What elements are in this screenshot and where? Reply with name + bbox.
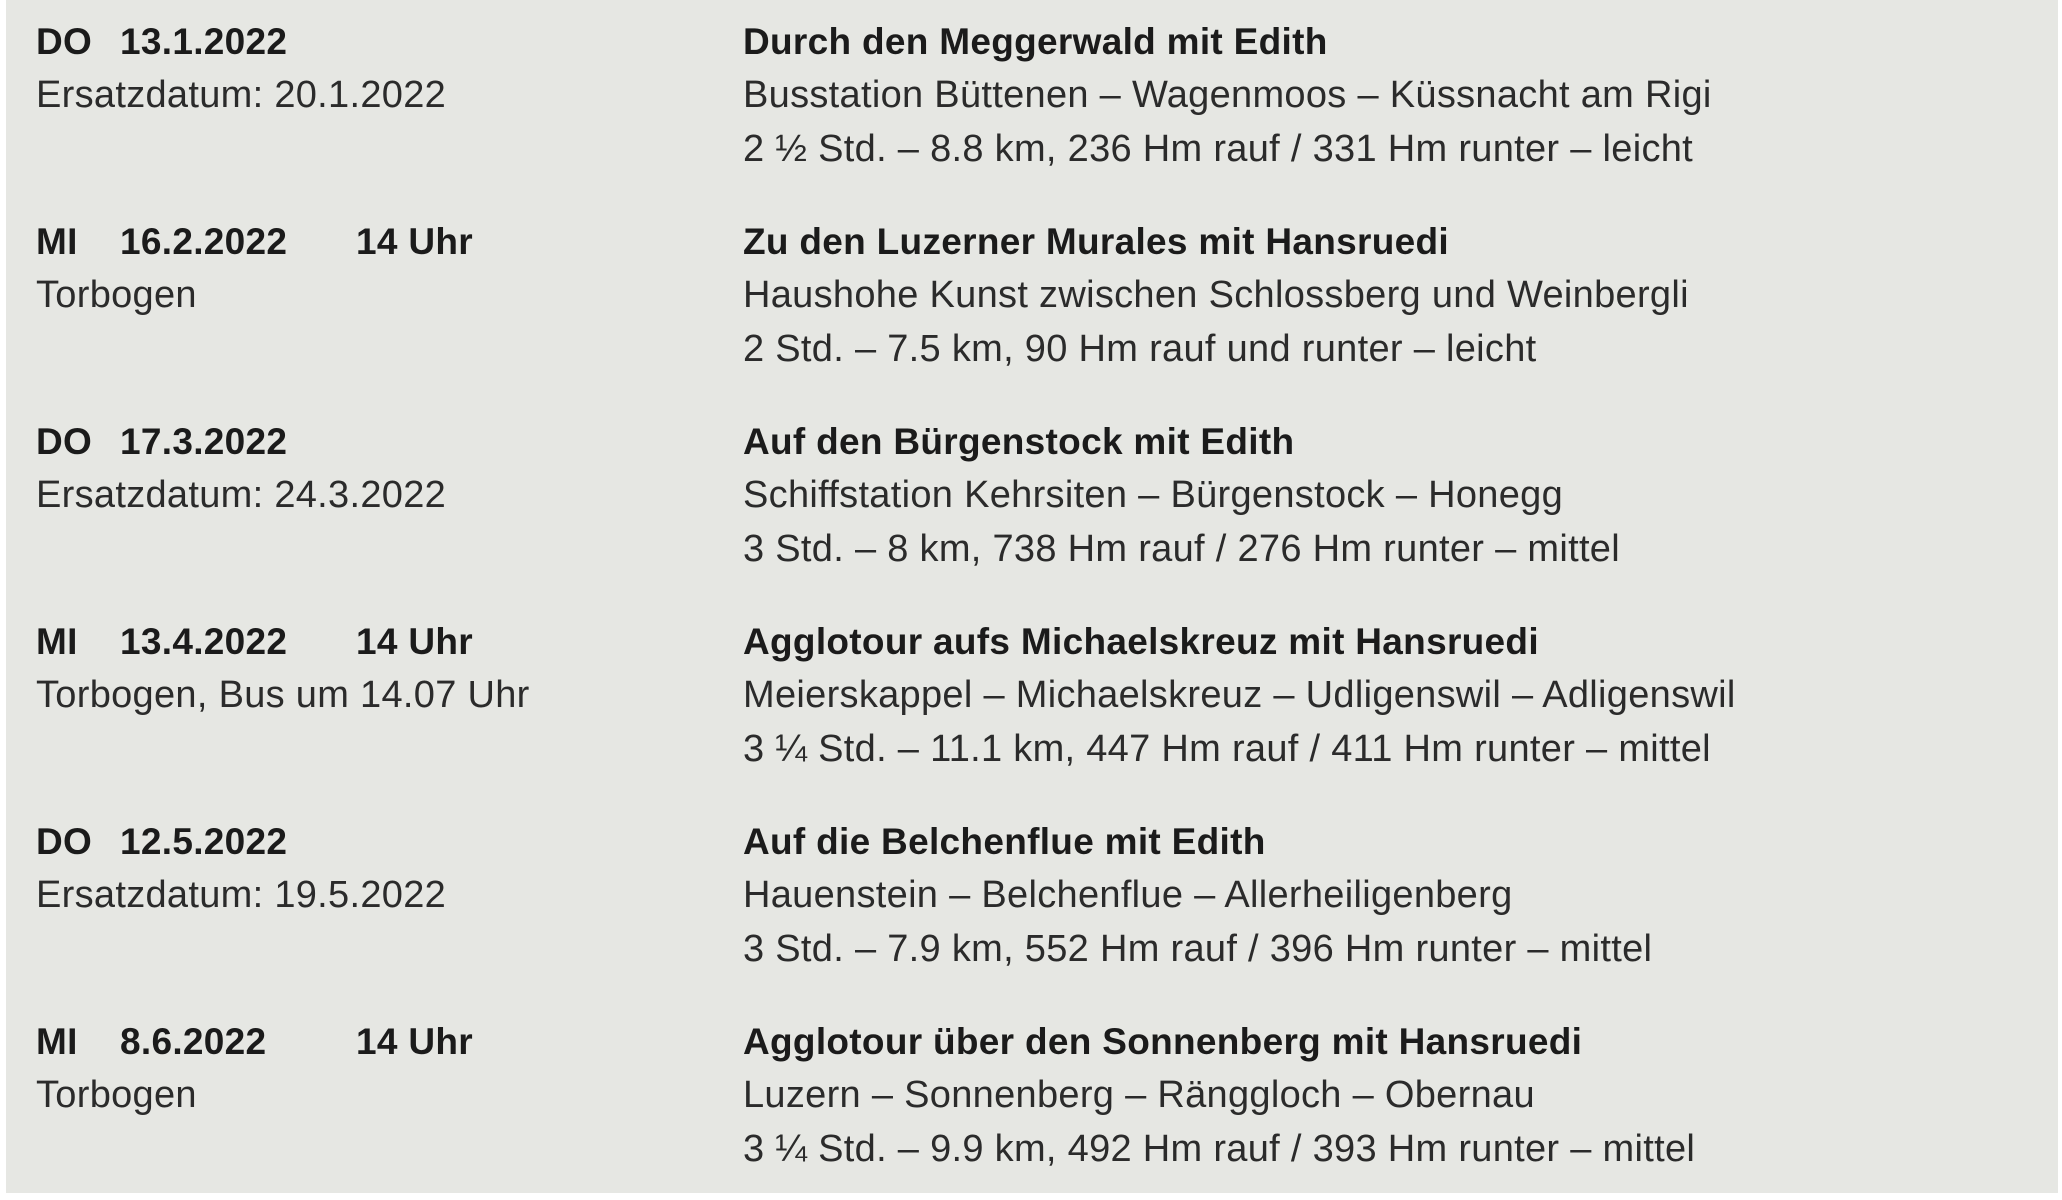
entry-stats: 3 Std. – 8 km, 738 Hm rauf / 276 Hm runter – mittel (743, 528, 1620, 570)
schedule-entry (6, 800, 2058, 1000)
entry-meeting-info: Torbogen (36, 274, 197, 316)
entry-stats: 2 ½ Std. – 8.8 km, 236 Hm rauf / 331 Hm runter – leicht (743, 128, 1694, 170)
entry-title: Auf den Bürgenstock mit Edith (743, 421, 1295, 462)
entry-weekday: DO (36, 821, 93, 862)
entry-meeting-info: Ersatzdatum: 20.1.2022 (36, 74, 447, 116)
schedule-entry (6, 600, 2058, 800)
entry-title: Agglotour über den Sonnenberg mit Hansruedi (743, 1021, 1583, 1062)
entry-stats: 2 Std. – 7.5 km, 90 Hm rauf und runter – leicht (743, 328, 1537, 370)
entry-date: 16.2.2022 (120, 221, 288, 262)
entry-stats: 3 ¼ Std. – 11.1 km, 447 Hm rauf / 411 Hm runter – mittel (743, 728, 1711, 770)
entry-route: Schiffstation Kehrsiten – Bürgenstock – Honegg (743, 474, 1564, 516)
entry-route: Busstation Büttenen – Wagenmoos – Küssnacht am Rigi (743, 74, 1712, 116)
schedule-entry (6, 200, 2058, 400)
entry-stats: 3 Std. – 7.9 km, 552 Hm rauf / 396 Hm runter – mittel (743, 928, 1653, 970)
entry-meeting-info: Torbogen (36, 1074, 197, 1116)
entry-weekday: DO (36, 21, 93, 62)
entry-date: 12.5.2022 (120, 821, 288, 862)
entry-time: 14 Uhr (356, 221, 473, 262)
entry-title: Auf die Belchenflue mit Edith (743, 821, 1266, 862)
entry-date: 8.6.2022 (120, 1021, 267, 1062)
entry-title: Agglotour aufs Michaelskreuz mit Hansruedi (743, 621, 1539, 662)
entry-title: Zu den Luzerner Murales mit Hansruedi (743, 221, 1450, 262)
schedule-entry (6, 1000, 2058, 1200)
schedule-entry (6, 0, 2058, 200)
entry-title: Durch den Meggerwald mit Edith (743, 21, 1328, 62)
entry-time: 14 Uhr (356, 621, 473, 662)
entry-date: 13.4.2022 (120, 621, 288, 662)
entry-meeting-info: Ersatzdatum: 19.5.2022 (36, 874, 447, 916)
entry-weekday: DO (36, 421, 93, 462)
entry-route: Haushohe Kunst zwischen Schlossberg und Weinbergli (743, 274, 1689, 316)
entry-date: 17.3.2022 (120, 421, 288, 462)
schedule-entry (6, 400, 2058, 600)
entry-meeting-info: Torbogen, Bus um 14.07 Uhr (36, 674, 530, 716)
entry-route: Meierskappel – Michaelskreuz – Udligenswil – Adligenswil (743, 674, 1736, 716)
entry-weekday: MI (36, 1021, 78, 1062)
entry-date: 13.1.2022 (120, 21, 288, 62)
entry-stats: 3 ¼ Std. – 9.9 km, 492 Hm rauf / 393 Hm runter – mittel (743, 1128, 1696, 1170)
entry-route: Luzern – Sonnenberg – Ränggloch – Obernau (743, 1074, 1535, 1116)
entry-time: 14 Uhr (356, 1021, 473, 1062)
entry-weekday: MI (36, 221, 78, 262)
schedule-panel (6, 0, 2058, 1193)
entry-route: Hauenstein – Belchenflue – Allerheiligenberg (743, 874, 1513, 916)
entry-meeting-info: Ersatzdatum: 24.3.2022 (36, 474, 447, 516)
entry-weekday: MI (36, 621, 78, 662)
